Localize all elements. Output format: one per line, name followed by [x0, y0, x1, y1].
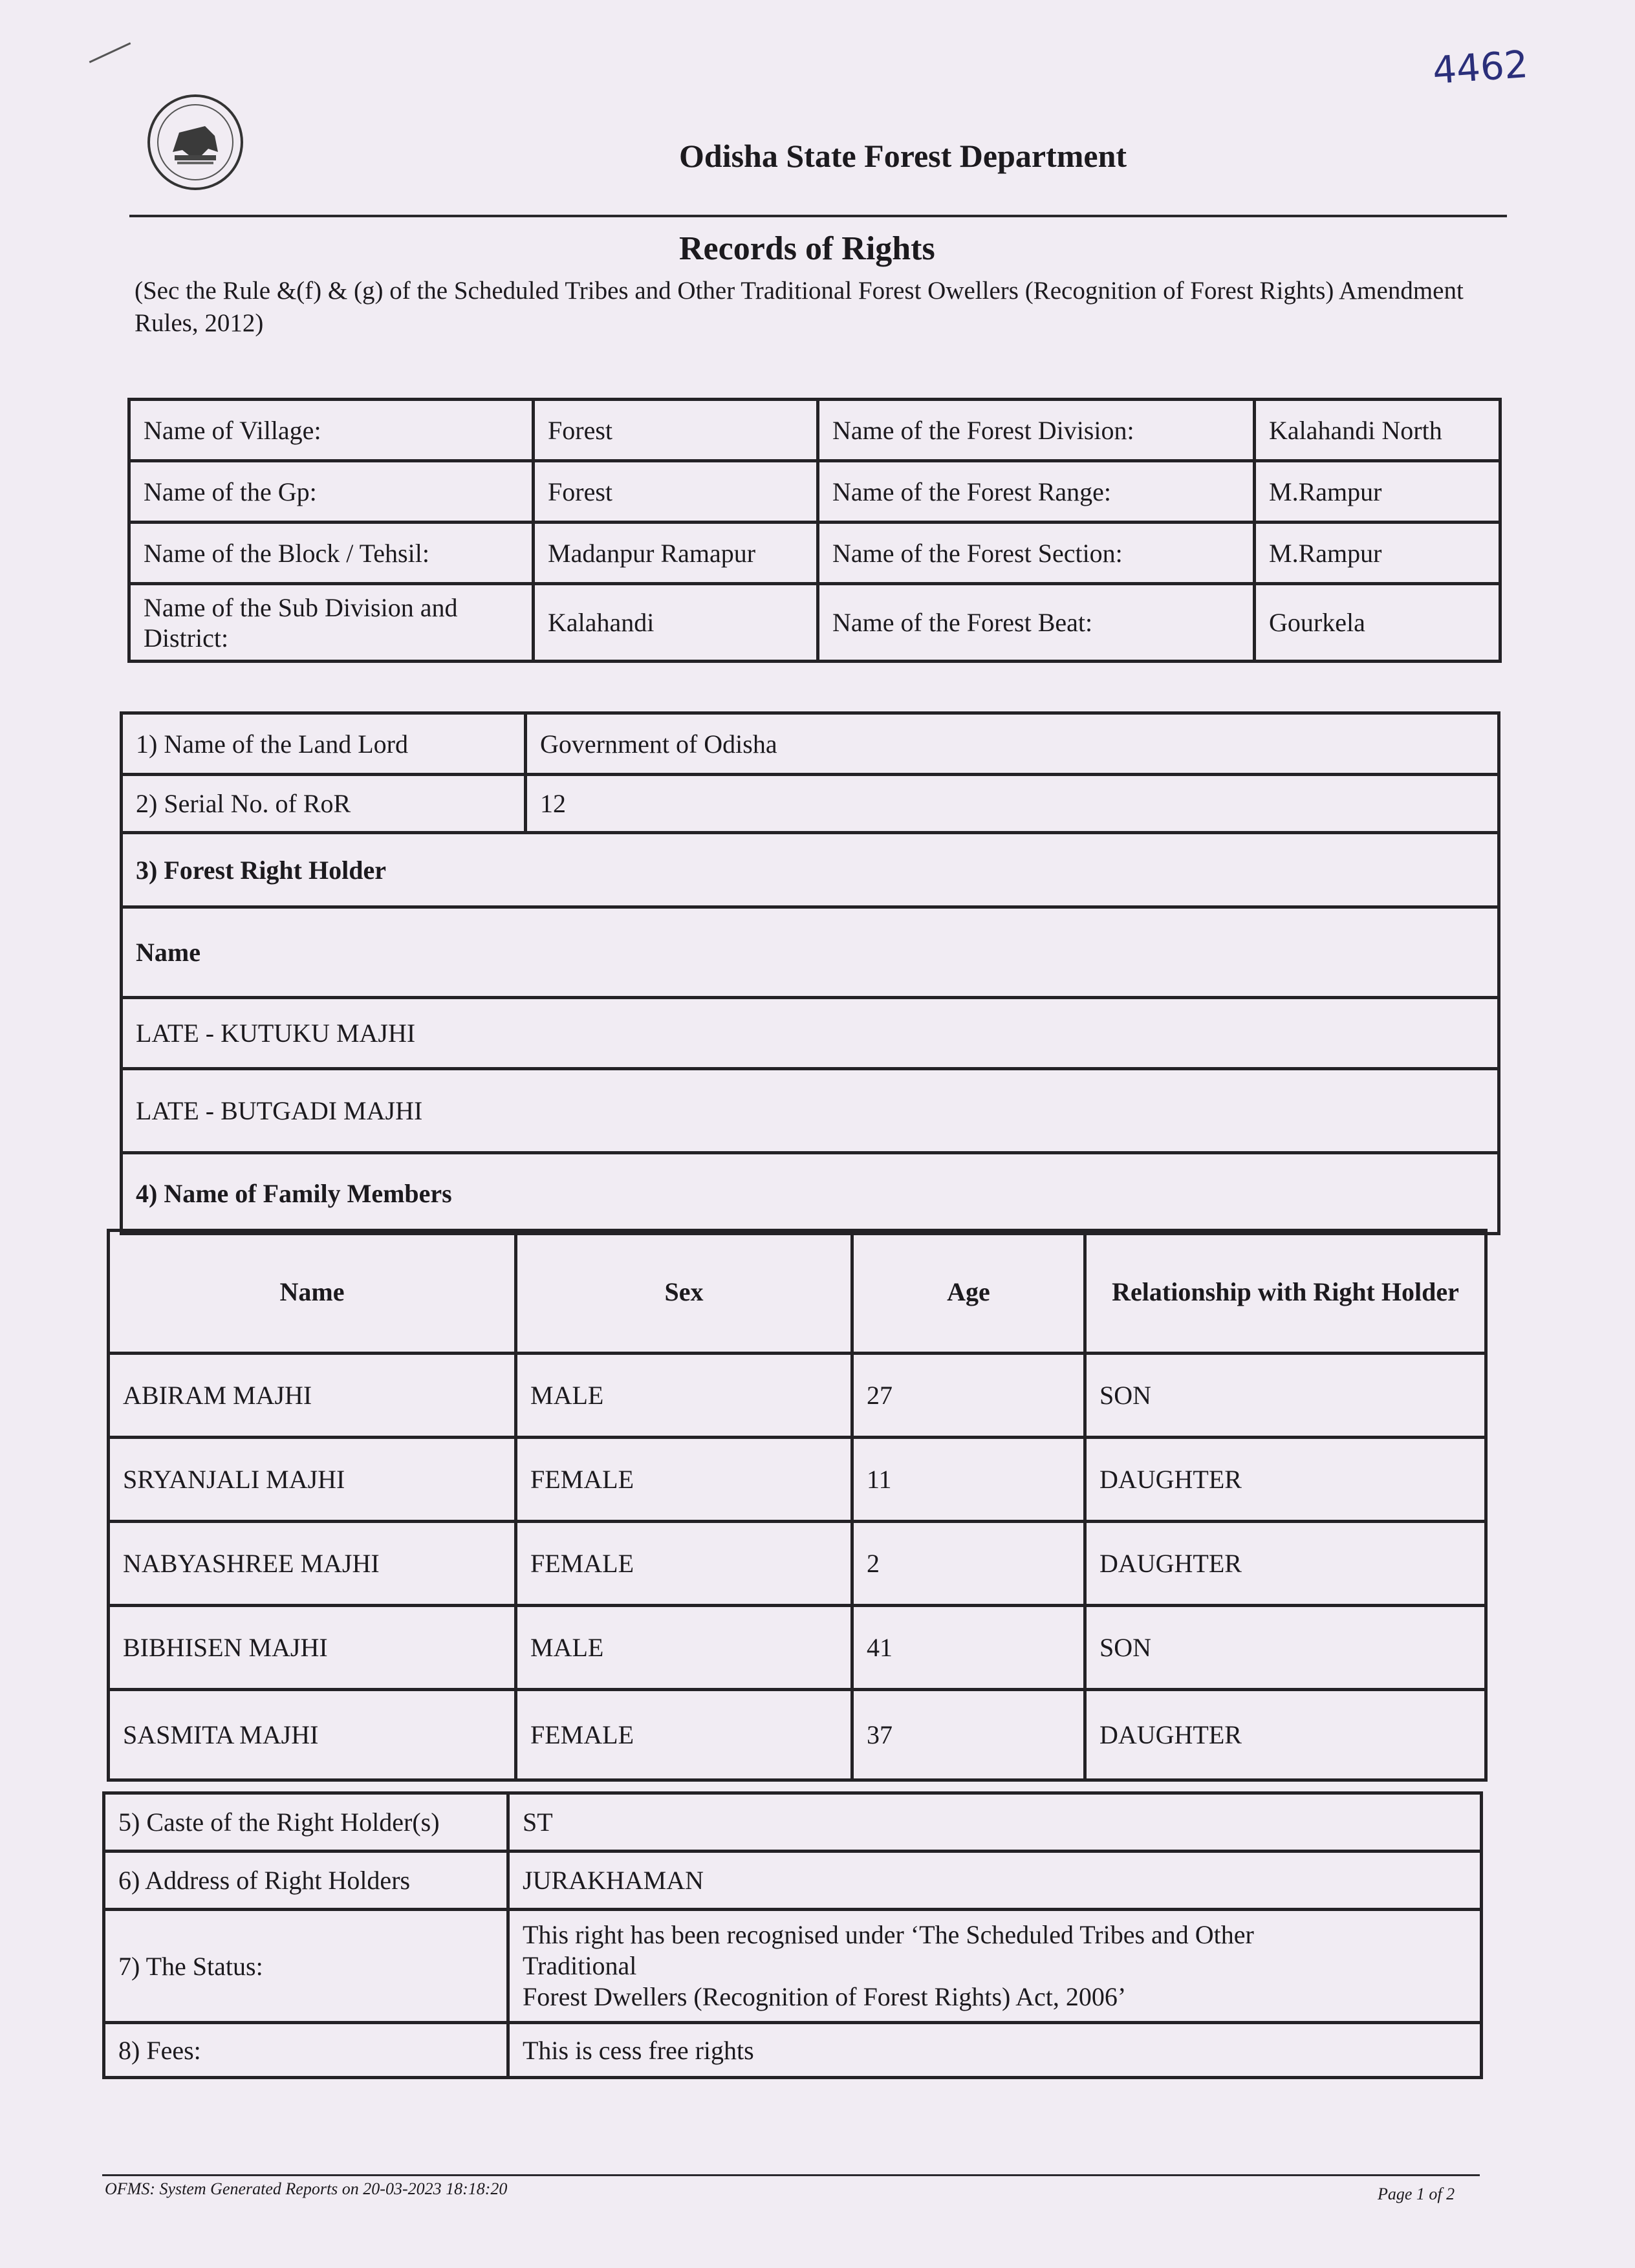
section-value: M.Rampur [1255, 523, 1500, 584]
member-age: 2 [852, 1522, 1085, 1606]
gp-label: Name of the Gp: [129, 461, 534, 523]
member-age: 41 [852, 1606, 1085, 1690]
header-divider [129, 215, 1507, 217]
beat-value: Gourkela [1255, 584, 1500, 662]
status-value [508, 1910, 1482, 2023]
subdivision-value: Kalahandi [534, 584, 818, 662]
member-sex: FEMALE [516, 1522, 852, 1606]
status-line: Forest Dwellers (Recognition of Forest Rights) Act, 2006’ [523, 1982, 1127, 2011]
member-age: 11 [852, 1438, 1085, 1522]
holder-heading: 3) Forest Right Holder [122, 833, 1499, 907]
document-title: Records of Rights [679, 230, 935, 267]
family-table [107, 1229, 1488, 1782]
member-name: SASMITA MAJHI [109, 1690, 516, 1780]
member-relationship: SON [1085, 1606, 1486, 1690]
landlord-value: Government of Odisha [526, 713, 1499, 775]
landlord-label: 1) Name of the Land Lord [122, 713, 526, 775]
status-label: 7) The Status: [104, 1910, 508, 2023]
col-header-sex: Sex [516, 1231, 852, 1354]
village-label: Name of Village: [129, 400, 534, 461]
status-line: This right has been recognised under ‘The Scheduled Tribes and Other [523, 1920, 1254, 1949]
member-relationship: DAUGHTER [1085, 1438, 1486, 1522]
table-row [109, 1354, 1486, 1438]
member-name: ABIRAM MAJHI [109, 1354, 516, 1438]
fees-label: 8) Fees: [104, 2023, 508, 2078]
range-label: Name of the Forest Range: [818, 461, 1255, 523]
details-table [102, 1791, 1483, 2079]
caste-label: 5) Caste of the Right Holder(s) [104, 1793, 508, 1852]
record-table [120, 711, 1500, 1235]
serial-value: 12 [526, 775, 1499, 833]
member-relationship: DAUGHTER [1085, 1690, 1486, 1780]
range-value: M.Rampur [1255, 461, 1500, 523]
table-row [109, 1438, 1486, 1522]
footer-divider [102, 2174, 1480, 2176]
member-sex: MALE [516, 1354, 852, 1438]
document-subtitle: (Sec the Rule &(f) & (g) of the Scheduled Tribes and Other Traditional Forest Owellers (Recognition of Forest Rights) Amendment Rules, 2012) [135, 277, 1464, 337]
division-value: Kalahandi North [1255, 400, 1500, 461]
holder-row: LATE - KUTUKU MAJHI [122, 998, 1499, 1069]
gp-value: Forest [534, 461, 818, 523]
member-name: SRYANJALI MAJHI [109, 1438, 516, 1522]
location-table [127, 398, 1502, 663]
caste-value: ST [508, 1793, 1482, 1852]
status-line: Traditional [523, 1951, 637, 1980]
member-sex: FEMALE [516, 1438, 852, 1522]
member-relationship: SON [1085, 1354, 1486, 1438]
department-title: Odisha State Forest Department [679, 138, 1127, 174]
odisha-emblem-icon [144, 91, 247, 194]
block-value: Madanpur Ramapur [534, 523, 818, 584]
family-heading: 4) Name of Family Members [122, 1153, 1499, 1234]
holder-row: LATE - BUTGADI MAJHI [122, 1069, 1499, 1153]
member-sex: MALE [516, 1606, 852, 1690]
col-header-relationship: Relationship with Right Holder [1085, 1231, 1486, 1354]
address-label: 6) Address of Right Holders [104, 1852, 508, 1910]
member-relationship: DAUGHTER [1085, 1522, 1486, 1606]
member-sex: FEMALE [516, 1690, 852, 1780]
subdivision-label: Name of the Sub Division and District: [129, 584, 534, 662]
village-value: Forest [534, 400, 818, 461]
fees-value: This is cess free rights [508, 2023, 1482, 2078]
member-age: 37 [852, 1690, 1085, 1780]
footer-generated: OFMS: System Generated Reports on 20-03-2023 18:18:20 [105, 2179, 508, 2198]
col-header-age: Age [852, 1231, 1085, 1354]
section-label: Name of the Forest Section: [818, 523, 1255, 584]
col-header-name: Name [109, 1231, 516, 1354]
table-row [109, 1690, 1486, 1780]
handwritten-number: 4462 [1431, 41, 1530, 93]
member-age: 27 [852, 1354, 1085, 1438]
division-label: Name of the Forest Division: [818, 400, 1255, 461]
address-value: JURAKHAMAN [508, 1852, 1482, 1910]
table-row [109, 1522, 1486, 1606]
block-label: Name of the Block / Tehsil: [129, 523, 534, 584]
member-name: NABYASHREE MAJHI [109, 1522, 516, 1606]
name-heading: Name [122, 907, 1499, 998]
table-row [109, 1606, 1486, 1690]
pen-mark [89, 42, 131, 63]
member-name: BIBHISEN MAJHI [109, 1606, 516, 1690]
serial-label: 2) Serial No. of RoR [122, 775, 526, 833]
footer-page-number: Page 1 of 2 [1378, 2185, 1455, 2203]
beat-label: Name of the Forest Beat: [818, 584, 1255, 662]
